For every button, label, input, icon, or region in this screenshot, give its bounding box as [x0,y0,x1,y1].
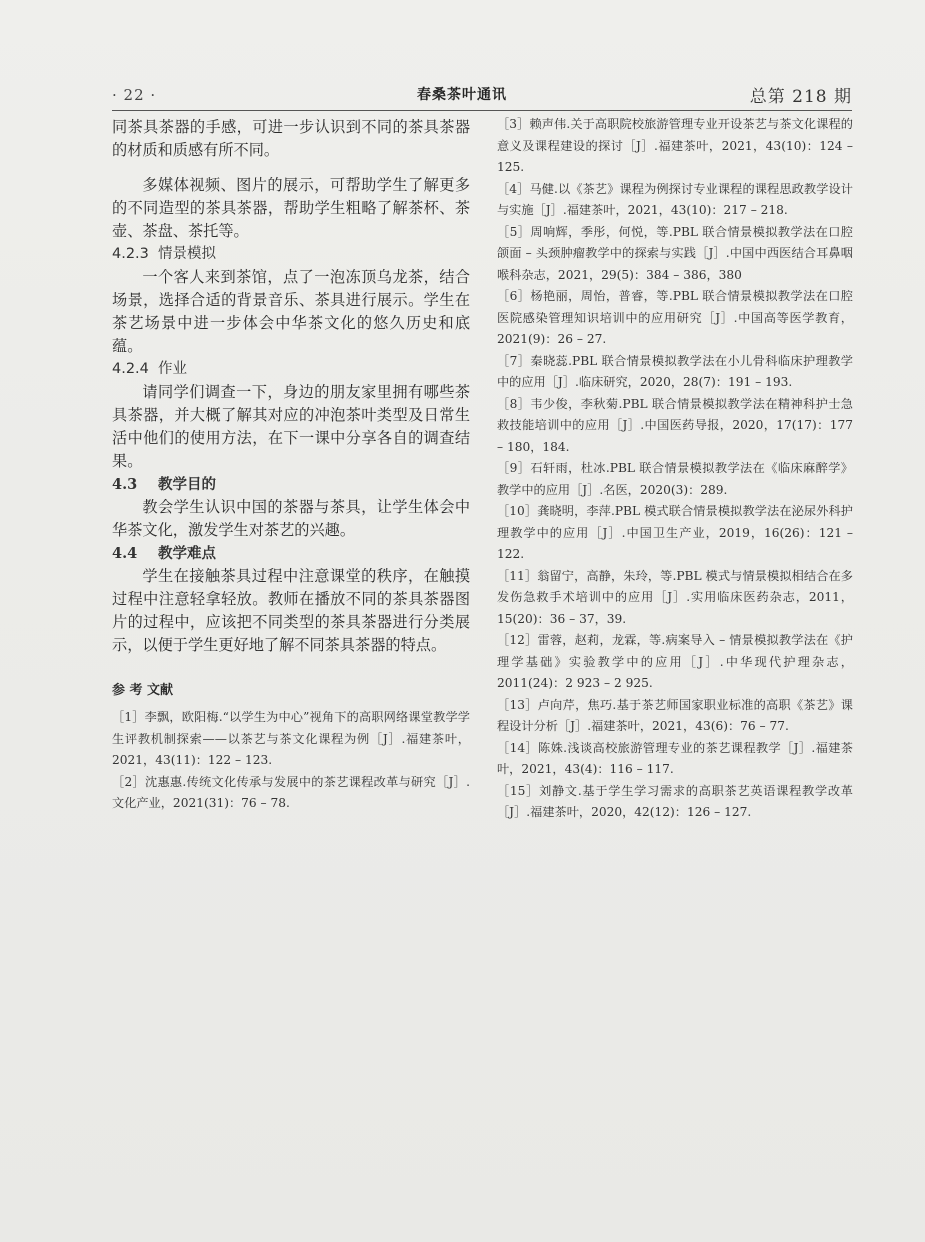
reference-item: ［11］翁留宁，高静，朱玲，等.PBL 模式与情景模拟相结合在多发伤急救手术培训中的应用［J］.实用临床医药杂志，2011，15(20)：36 – 37，39. [497,568,853,626]
journal-name: 春桑茶叶通讯 [417,87,507,103]
paragraph: 一个客人来到茶馆，点了一泡冻顶乌龙茶，结合场景，选择合适的背景音乐、茶具进行展示。学生在茶艺场景中进一步体会中华茶文化的悠久历史和底蕴。 [112,268,470,355]
section-heading-4-2-4 [112,358,470,381]
reference-item: ［14］陈姝.浅谈高校旅游管理专业的茶艺课程教学［J］.福建茶叶，2021，43(4)：116 – 117. [497,740,853,776]
section-heading-4-4 [112,542,470,565]
reference-item: ［1］李飘，欧阳梅.“以学生为中心”视角下的高职网络课堂教学学生评教机制探索——以茶艺与茶文化课程为例［J］.福建茶叶，2021，43(11)：122 – 123. [112,710,470,767]
header-rule [112,110,852,111]
section-number: 4.4 [112,545,138,562]
section-heading-4-3 [112,473,470,496]
reference-item: ［6］杨艳丽，周怡，普睿，等.PBL 联合情景模拟教学法在口腔医院感染管理知识培训中的应用研究［J］.中国高等医学教育，2021(9)：26 – 27. [497,289,853,346]
paragraph: 多媒体视频、图片的展示，可帮助学生了解更多的不同造型的茶具茶器，帮助学生粗略了解茶杯、茶壶、茶盘、茶托等。 [112,176,470,240]
reference-item: ［7］秦晓蕊.PBL 联合情景模拟教学法在小儿骨科临床护理教学中的应用［J］.临床研究，2020，28(7)：191 – 193. [497,353,853,389]
section-heading-4-2-3 [112,243,470,266]
section-number: 4.3 [112,476,138,493]
reference-item: ［9］石轩雨，杜冰.PBL 联合情景模拟教学法在《临床麻醉学》教学中的应用［J］.名医，2020(3)：289. [497,461,853,497]
reference-item: ［15］刘静文.基于学生学习需求的高职茶艺英语课程教学改革［J］.福建茶叶，2020，42(12)：126 – 127. [497,783,853,819]
reference-item: ［4］马健.以《茶艺》课程为例探讨专业课程的课程思政教学设计与实施［J］.福建茶叶，2021，43(10)：217 – 218. [497,181,853,217]
section-title: 作业 [158,361,187,377]
reference-item: ［8］韦少俊，李秋菊.PBL 联合情景模拟教学法在精神科护士急救技能培训中的应用［J］.中国医药导报，2020，17(17)：177 – 180，184. [497,396,853,454]
paragraph: 请同学们调查一下，身边的朋友家里拥有哪些茶具茶器，并大概了解其对应的冲泡茶叶类型及日常生活中他们的使用方法，在下一课中分享各自的调查结果。 [112,383,470,470]
section-title: 教学难点 [158,545,216,562]
right-column [497,114,853,824]
page-number: · 22 · [112,86,157,104]
section-title: 教学目的 [158,476,216,493]
paragraph: 同茶具茶器的手感，可进一步认识到不同的茶具茶器的材质和质感有所不同。 [112,118,470,159]
reference-item: ［12］雷蓉，赵莉，龙霖，等.病案导入 – 情景模拟教学法在《护理学基础》实验教学中的应用［J］.中华现代护理杂志，2011(24)：2 923 – 2 925. [497,633,853,690]
reference-item: ［2］沈惠惠.传统文化传承与发展中的茶艺课程改革与研究［J］.文化产业，2021(31)：76 – 78. [112,774,470,810]
reference-item: ［13］卢向芹，焦巧.基于茶艺师国家职业标准的高职《茶艺》课程设计分析［J］.福建茶叶，2021，43(6)：76 – 77. [497,697,853,733]
paragraph: 教会学生认识中国的茶器与茶具，让学生体会中华茶文化，激发学生对茶艺的兴趣。 [112,498,470,539]
page-header [112,82,852,110]
references-title: 参 考 文献 [112,683,174,698]
section-number: 4.2.4 [112,361,149,377]
reference-item: ［5］周响辉，季彤，何悦，等.PBL 联合情景模拟教学法在口腔颌面 – 头颈肿瘤教学中的探索与实践［J］.中国中西医结合耳鼻咽喉科杂志，2021，29(5)：384 – 386，380 [497,224,853,282]
section-number: 4.2.3 [112,246,149,262]
left-column [112,116,470,815]
reference-item: ［10］龚晓明，李萍.PBL 模式联合情景模拟教学法在泌尿外科护理教学中的应用［J］.中国卫生产业，2019，16(26)：121 – 122. [497,504,853,561]
paragraph: 学生在接触茶具过程中注意课堂的秩序，在触摸过程中注意轻拿轻放。教师在播放不同的茶具茶器图片的过程中，应该把不同类型的茶具茶器进行分类展示，以便于学生更好地了解不同茶具茶器的特点。 [112,567,470,654]
section-title: 情景模拟 [158,246,216,262]
issue-total: 总第 218 期 [749,87,852,107]
reference-item: ［3］赖声伟.关于高职院校旅游管理专业开设茶艺与茶文化课程的意义及课程建设的探讨［J］.福建茶叶，2021，43(10)：124 – 125. [497,117,853,174]
